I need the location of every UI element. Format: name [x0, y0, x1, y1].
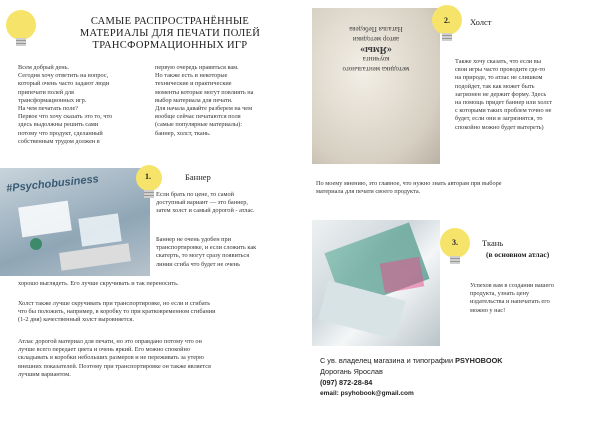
intro-right: первую очередь нравиться вам. Но также есть и некоторые технические и практические моменты которые могут повлиять на выбор материала для печати. Для начала давайте разберем на чем вообще сейчас печатаются поля (самые популярные материалы): баннер, холст, ткань. — [155, 64, 254, 137]
section3-heading: Ткань — [482, 238, 504, 248]
phone-number[interactable]: (097) 872-28-84 — [320, 378, 373, 387]
canvas-photo-line: Наталья Пебедева — [349, 25, 403, 33]
section3-number: 3. — [452, 238, 458, 247]
page-title: САМЫЕ РАСПРОСТРАНЁННЫЕ МАТЕРИАЛЫ ДЛЯ ПЕЧАТИ ПОЛЕЙ ТРАНСФОРМАЦИОННЫХ ИГР — [79, 16, 261, 51]
owner-name: Дорогань Ярослав — [320, 367, 383, 376]
section3-para: Успехов вам в создании вашего продукта, узнать цену издательства и напечатать его можно у нас! — [470, 282, 554, 314]
section2-heading: Холст — [470, 17, 492, 27]
section2-para: Также хочу сказать, что если вы свои игры часто проводите где-то на природе, то атлас не слишком подойдет, так как может быть загрязнен не держит форму. Здесь на помощь придет баннер или холст с которыми таких проблем точно не будет, если они и загрязнятся, то спокойно можно будет вытереть) — [455, 58, 553, 131]
section1-heading: Баннер — [185, 172, 211, 182]
section1-number: 1. — [145, 172, 151, 181]
intro-left: Всем добрый день. Сегодня хочу ответить на вопрос, который очень часто задают люди припечати полей для трансформационных игр. На чем печатать поле? Первое что хочу сказать это то, что здесь выдолжны решить сами потому что продукт, сделанный собственным трудом должен в — [18, 64, 113, 145]
section3-subheading: (в основном атлас) — [486, 250, 550, 259]
canvas-photo-line: методика ментального — [342, 65, 410, 73]
brand-name: PSYHOBOOK — [455, 356, 503, 365]
canvas-photo-line: коучинга — [362, 55, 390, 63]
middle-note: По моему мнению, это главное, что нужно знать авторам при выборе материала для печати своего продукта. — [316, 180, 502, 196]
section1-para4: Атлас дорогой материал для печати, но это оправдано потому что он лучше всего передает цвета и очень яркий. Его можно спокойно складывать в коробки небольших размеров и не переживать за утерю внешних показателей. Поэтому при транспортировке он также является лучшим вариантом. — [18, 338, 211, 378]
fabric-photo — [312, 220, 440, 346]
canvas-photo-line: «Ямы» — [360, 44, 392, 55]
canvas-photo — [312, 8, 440, 164]
email-address[interactable]: email: psyhobook@gmail.com — [320, 390, 414, 397]
canvas-photo-line: автор методики — [352, 35, 400, 43]
section1-para2-cont: хорошо выглядеть. Его лучше скручивать и так переносить. — [18, 280, 179, 287]
banner-photo — [0, 168, 150, 276]
section1-para1: Если брать по цене, то самой доступный вариант — это баннер, затем холст и самый дорогой - атлас. — [156, 191, 255, 215]
section1-para2: Баннер не очень удобен при транспортировке, и если сложить как скатерть, то могут сразу появиться линии сгиба что будет не очень — [156, 236, 257, 268]
contacts — [320, 355, 590, 399]
lightbulb-icon — [430, 3, 464, 47]
section2-number: 2. — [444, 16, 450, 25]
lightbulb-icon — [438, 226, 472, 270]
contacts-prefix: С ув. владелец магазина и типографии — [320, 356, 456, 365]
section1-para3: Холст также лучше скручивать при транспортировке, но если и сгибать что бы положить, например, в коробку то при кратковременном сгибании (1-2 дня) качественный холст выровняется. — [18, 300, 216, 324]
lightbulb-icon — [4, 8, 38, 52]
banner-photo-caption: #Psychobusiness — [5, 173, 100, 195]
